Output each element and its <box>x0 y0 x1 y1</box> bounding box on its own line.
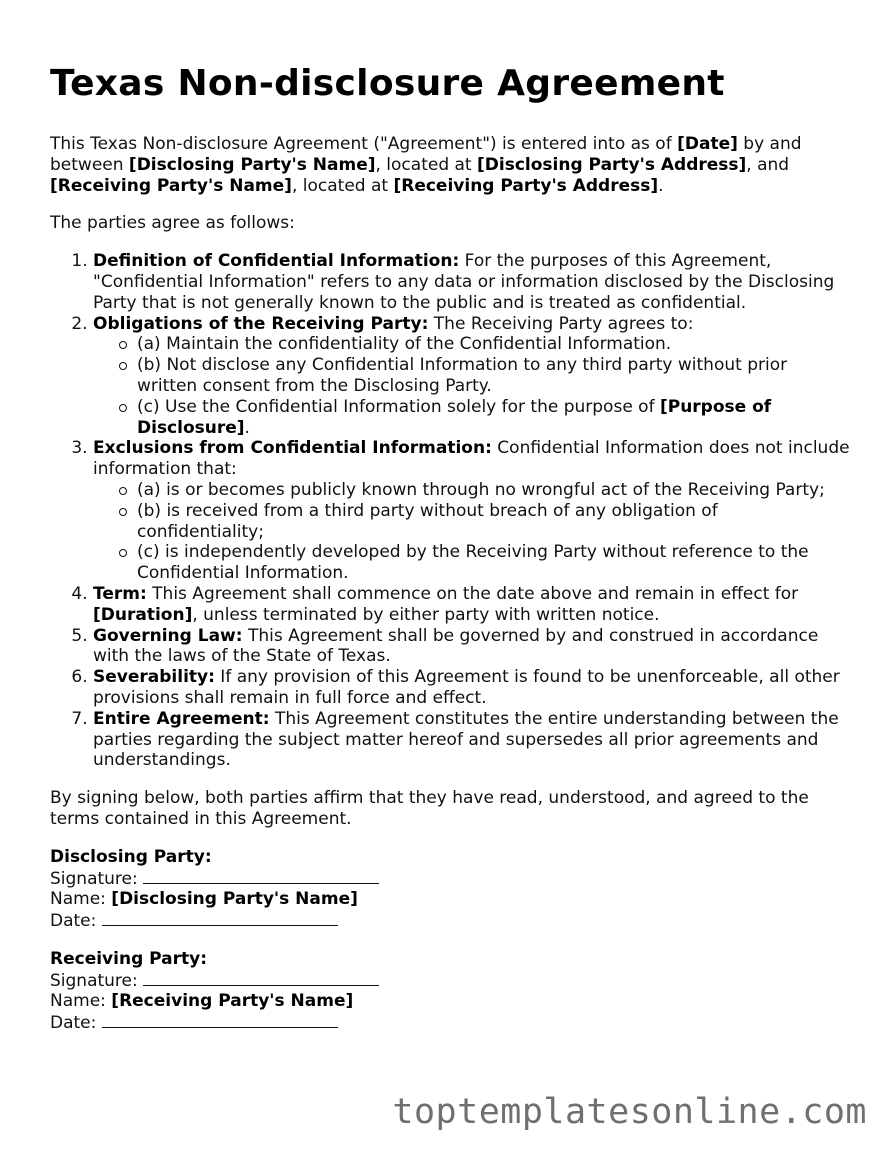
clause-obligations <box>93 314 850 439</box>
intro-text: , and <box>746 154 790 175</box>
date-label: Date: <box>50 911 102 932</box>
intro-paragraph <box>50 134 850 196</box>
disclosing-name-row <box>50 889 850 910</box>
sub-item: (a) Maintain the confidentiality of the Confidential Information. <box>137 334 850 355</box>
disclosing-signature-row <box>50 868 850 890</box>
intro-text: . <box>658 175 664 196</box>
clause-entire-agreement <box>93 709 850 771</box>
sub-list <box>93 334 850 438</box>
receiving-heading: Receiving Party: <box>50 948 208 969</box>
receiving-date-row <box>50 1012 850 1034</box>
receiving-name-row <box>50 991 850 1012</box>
closing-paragraph: By signing below, both parties affirm that they have read, understood, and agreed to the terms contained in this Agreement. <box>50 788 809 829</box>
receiving-name-placeholder: [Receiving Party's Name] <box>50 175 292 196</box>
sub-item: (a) is or becomes publicly known through no wrongful act of the Receiving Party; <box>137 480 850 501</box>
clause-text: If any provision of this Agreement is found to be unenforceable, all other provisions shall remain in full force and effect. <box>93 667 840 708</box>
disclosing-name-placeholder: [Disclosing Party's Name] <box>128 154 376 175</box>
clause-text: This Agreement shall commence on the date above and remain in effect for <box>146 583 799 604</box>
intro-date-placeholder: [Date] <box>677 134 738 154</box>
clause-exclusions <box>93 438 850 584</box>
clause-text: The Receiving Party agrees to: <box>428 313 694 334</box>
document-title: Texas Non-disclosure Agreement <box>50 63 725 104</box>
clause-text: , unless terminated by either party with written notice. <box>192 604 660 625</box>
intro-text: , located at <box>291 175 394 196</box>
name-placeholder: [Receiving Party's Name] <box>111 991 354 1012</box>
disclosing-address-placeholder: [Disclosing Party's Address] <box>477 154 747 175</box>
date-line[interactable] <box>102 1012 338 1028</box>
sub-item-text: . <box>244 417 250 438</box>
disclosing-signature-block <box>50 847 850 932</box>
intro-text: by and between <box>50 134 802 175</box>
intro-text: This Texas Non-disclosure Agreement ("Agreement") is entered into as of <box>50 134 678 154</box>
receiving-signature-block <box>50 949 850 1034</box>
signature-label: Signature: <box>50 970 144 991</box>
clause-heading: Exclusions from Confidential Information: <box>93 438 492 459</box>
signature-label: Signature: <box>50 868 144 889</box>
sub-item <box>137 397 850 439</box>
clause-heading: Entire Agreement: <box>93 708 270 729</box>
disclosing-heading: Disclosing Party: <box>50 846 212 867</box>
receiving-signature-row <box>50 970 850 992</box>
name-label: Name: <box>50 889 112 910</box>
date-label: Date: <box>50 1013 102 1034</box>
clause-definition <box>93 251 850 313</box>
clause-text: This Agreement shall be governed by and construed in accordance with the laws of the State of Texas. <box>93 625 819 667</box>
sub-item-text: (c) Use the Confidential Information solely for the purpose of <box>137 396 660 417</box>
disclosing-date-row <box>50 910 850 932</box>
agree-paragraph: The parties agree as follows: <box>50 213 295 234</box>
signature-line[interactable] <box>143 970 379 986</box>
sub-item: (b) Not disclose any Confidential Information to any third party without prior written consent from the Disclosing Party. <box>137 355 850 397</box>
date-line[interactable] <box>102 910 338 926</box>
name-label: Name: <box>50 991 112 1012</box>
clause-heading: Obligations of the Receiving Party: <box>93 313 429 334</box>
clause-text: This Agreement constitutes the entire understanding between the parties regarding the subject matter hereof and supersedes all prior agreements and understandings. <box>93 708 839 771</box>
clause-text: For the purposes of this Agreement, "Confidential Information" refers to any data or information disclosed by the Disclosing Party that is not generally known to the public and is treated as confidential. <box>93 251 835 313</box>
receiving-address-placeholder: [Receiving Party's Address] <box>393 175 659 196</box>
sub-item: (b) is received from a third party without breach of any obligation of confidentiality; <box>137 501 850 543</box>
clause-list <box>50 251 850 771</box>
clause-heading: Term: <box>93 583 147 604</box>
intro-text: , located at <box>375 154 478 175</box>
clause-heading: Severability: <box>93 667 215 688</box>
sub-item: (c) is independently developed by the Receiving Party without reference to the Confidential Information. <box>137 542 850 584</box>
clause-governing-law <box>93 626 850 668</box>
duration-placeholder: [Duration] <box>93 604 193 625</box>
sub-list <box>93 480 850 584</box>
purpose-placeholder: [Purpose of Disclosure] <box>137 396 772 438</box>
watermark: toptemplatesonline.com <box>392 1092 867 1132</box>
clause-severability <box>93 667 850 709</box>
clause-text: Confidential Information does not include information that: <box>93 438 850 480</box>
name-placeholder: [Disclosing Party's Name] <box>111 889 358 910</box>
clause-term <box>93 584 850 626</box>
signature-line[interactable] <box>143 868 379 884</box>
document-page <box>50 62 850 1051</box>
clause-heading: Definition of Confidential Information: <box>93 251 460 272</box>
clause-heading: Governing Law: <box>93 625 243 646</box>
